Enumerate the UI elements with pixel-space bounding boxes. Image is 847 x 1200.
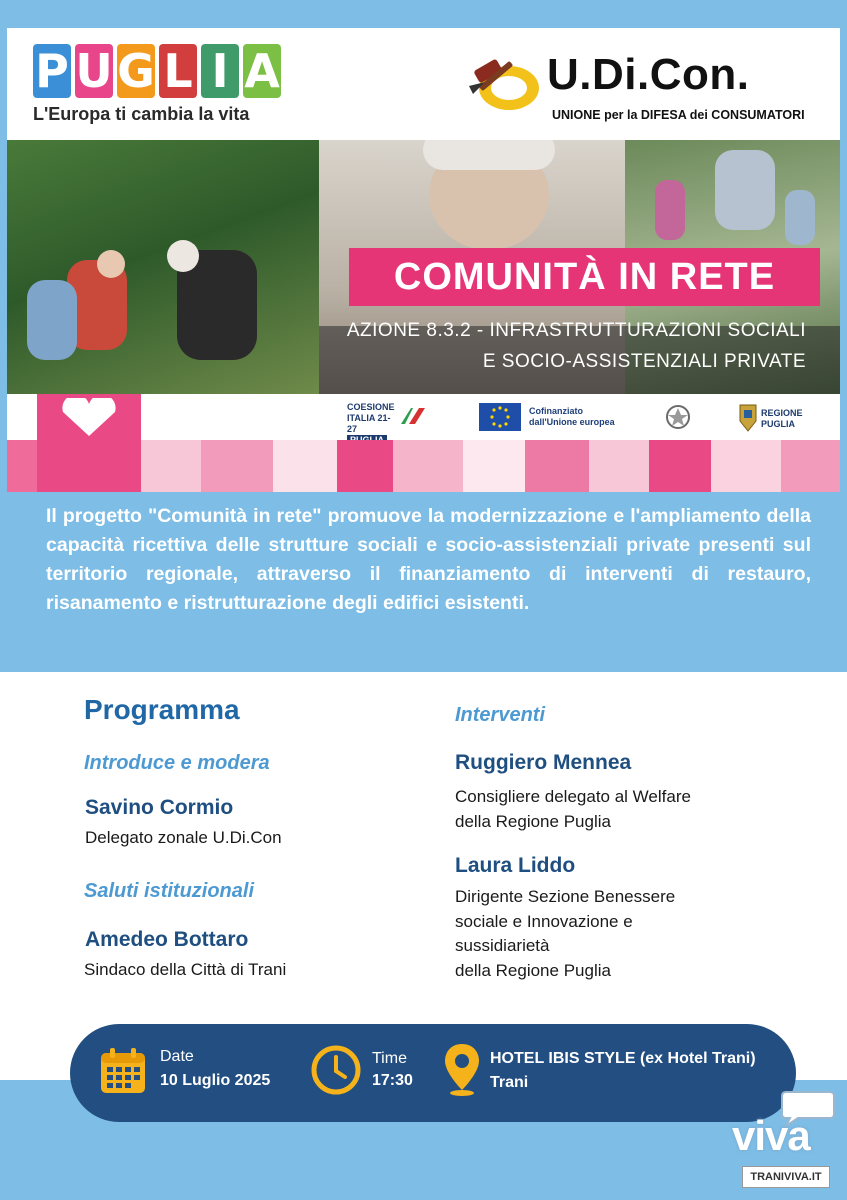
viva-logo-text: viva (732, 1112, 810, 1159)
regione-line2: PUGLIA (761, 419, 796, 429)
exercise-photo (7, 140, 319, 394)
venue-city: Trani (490, 1074, 529, 1091)
speaker-role-line: sussidiarietà (455, 936, 550, 955)
coesione-label: COESIONE ITALIA 21-27 (347, 402, 395, 434)
regione-emblem-icon (739, 401, 757, 433)
puglia-tagline: L'Europa ti cambia la vita (33, 104, 250, 124)
puglia-letter: P (33, 44, 71, 98)
header-banner (7, 28, 840, 140)
date-value: 10 Luglio 2025 (160, 1072, 271, 1089)
speaker-role: Delegato zonale U.Di.Con (85, 828, 282, 847)
event-info-bar (70, 1024, 796, 1122)
interventi-label: Interventi (455, 704, 546, 726)
traniviva-link[interactable]: TRANIVIVA.IT (742, 1166, 830, 1188)
coesione-mark-icon (399, 404, 427, 430)
puglia-letter: A (244, 44, 280, 98)
saluti-label: Saluti istituzionali (84, 880, 255, 902)
udicon-gavel-icon (465, 42, 543, 114)
speaker-role: Sindaco della Città di Trani (84, 960, 287, 979)
eu-text-line1: Cofinanziato (529, 406, 583, 416)
puglia-letter: I (201, 44, 239, 98)
speaker-role-line: della Regione Puglia (455, 960, 611, 980)
date-label: Date (160, 1048, 194, 1065)
speaker-name: Laura Liddo (455, 854, 576, 877)
regione-line1: REGIONE (761, 408, 803, 418)
clock-icon (310, 1044, 362, 1096)
program-card (0, 672, 847, 1080)
eu-text-line2: dall'Unione europea (529, 417, 615, 427)
speaker-role-line: sociale e Innovazione e (455, 911, 633, 931)
campaign-title: COMUNITÀ IN RETE (393, 255, 776, 298)
puglia-letter: G (117, 44, 155, 98)
speaker-role (455, 885, 675, 983)
italy-emblem-icon (665, 402, 691, 432)
action-subtitle-line1: AZIONE 8.3.2 - INFRASTRUTTURAZIONI SOCIALI (346, 320, 806, 341)
program-heading: Programma (84, 694, 240, 725)
udicon-subtitle: UNIONE per la DIFESA dei CONSUMATORI (552, 108, 805, 122)
heart-icon (57, 398, 121, 438)
venue-name: HOTEL IBIS STYLE (ex Hotel Trani) (490, 1050, 756, 1067)
speaker-role-line: Dirigente Sezione Benessere (455, 887, 676, 906)
eu-cofinance-text (529, 406, 615, 428)
hero-photos (7, 140, 840, 394)
decorative-pattern (7, 440, 840, 492)
puglia-letter: L (159, 44, 197, 98)
location-pin-icon (442, 1042, 482, 1096)
udicon-name: U.Di.Con. (547, 50, 750, 99)
puglia-logo (33, 44, 281, 98)
calendar-icon (98, 1046, 148, 1096)
viva-watermark (728, 1088, 840, 1194)
speaker-name: Ruggiero Mennea (455, 751, 632, 774)
speaker-name: Amedeo Bottaro (85, 928, 249, 951)
speaker-role-line: Consigliere delegato al Welfare (455, 787, 691, 806)
regione-puglia-text (761, 408, 803, 430)
eu-flag-icon (479, 403, 521, 431)
time-label: Time (372, 1050, 407, 1067)
puglia-letter: U (75, 44, 113, 98)
introduce-label: Introduce e modera (84, 752, 270, 774)
speaker-role-line: della Regione Puglia (455, 811, 611, 831)
speaker-role (455, 785, 691, 834)
intro-paragraph: Il progetto "Comunità in rete" promuove la modernizzazione e l'ampliamento della capacità ricettiva delle strutture sociali e socio-assistenziali private presenti sul territorio regionale, attraverso il finanziamento di interventi di restauro, risanamento e ristrutturazione degli edifici esistenti. (46, 505, 811, 614)
time-value: 17:30 (372, 1072, 413, 1089)
funding-logos (7, 394, 840, 440)
speaker-name: Savino Cormio (85, 796, 234, 819)
campaign-title-box (349, 248, 820, 306)
action-subtitle-line2: E SOCIO-ASSISTENZIALI PRIVATE (482, 351, 806, 372)
